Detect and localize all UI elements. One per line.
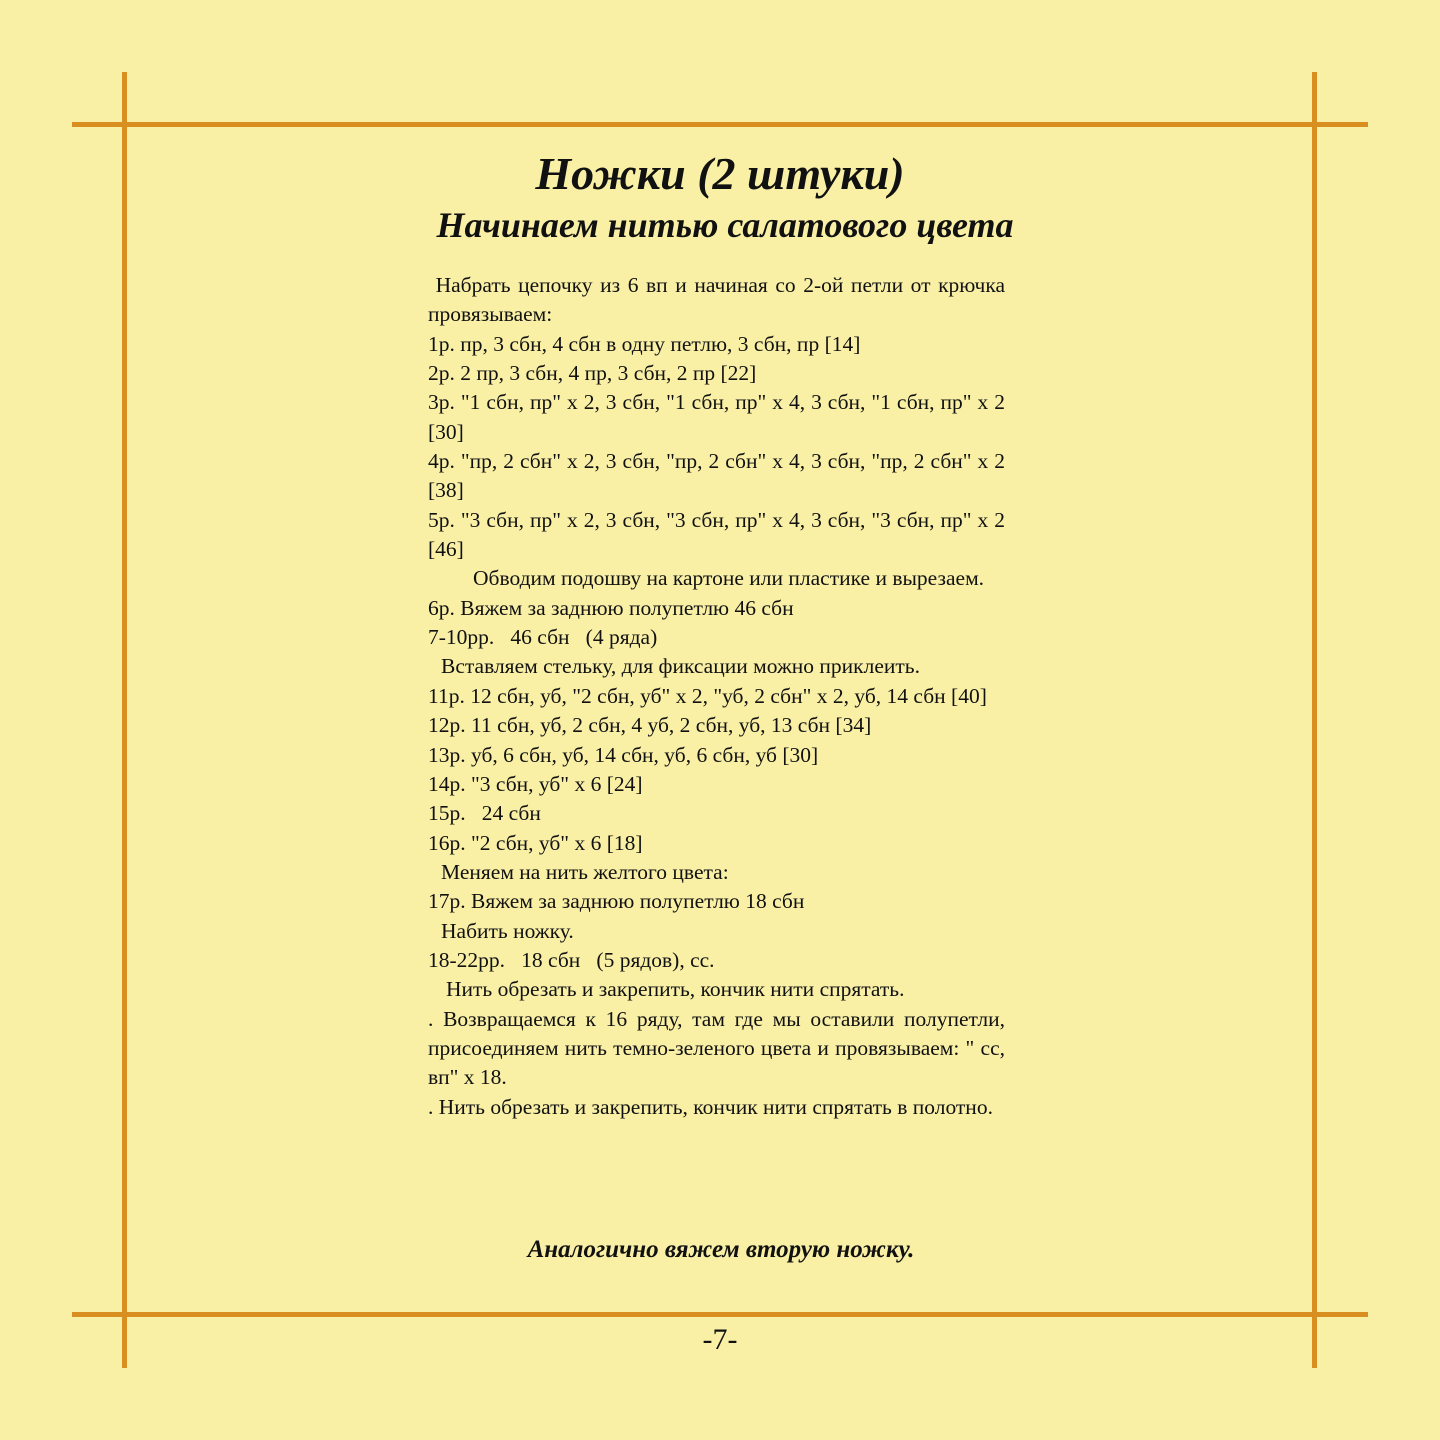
instruction-line: 14р. "3 сбн, уб" х 6 [24] — [428, 771, 643, 796]
instruction-line: 15р. 24 сбн — [428, 801, 541, 826]
page-number: -7- — [702, 1323, 738, 1356]
instruction-line: 17р. Вяжем за заднюю полупетлю 18 сбн — [428, 889, 805, 914]
frame-bottom-line — [72, 1312, 1368, 1317]
instruction-line: Набить ножку. — [441, 918, 574, 943]
frame-left-line — [122, 72, 127, 1368]
instruction-line: Нить обрезать и закрепить, кончик нити спрятать. — [446, 977, 905, 1002]
instruction-line: 4р. "пр, 2 сбн" х 2, 3 сбн, "пр, 2 сбн" х 4, 3 сбн, "пр, 2 сбн" х 2 [38] — [428, 449, 1005, 503]
instructions-body — [428, 271, 1011, 1122]
instruction-line: 18-22рр. 18 сбн (5 рядов), сс. — [428, 947, 715, 972]
instruction-line: Набрать цепочку из 6 вп и начиная со 2-ой петли от крючка провязываем: — [428, 273, 1011, 327]
instruction-line: Вставляем стельку, для фиксации можно приклеить. — [441, 654, 920, 679]
frame-top-line — [72, 122, 1368, 127]
instruction-line: Меняем на нить желтого цвета: — [441, 859, 729, 884]
instruction-line: 11р. 12 сбн, уб, "2 сбн, уб" х 2, "уб, 2 сбн" х 2, уб, 14 сбн [40] — [428, 683, 987, 708]
instruction-line: 16р. "2 сбн, уб" х 6 [18] — [428, 830, 643, 855]
instruction-line: 6р. Вяжем за заднюю полупетлю 46 сбн — [428, 595, 794, 620]
instruction-line: 1р. пр, 3 сбн, 4 сбн в одну петлю, 3 сбн, пр [14] — [428, 331, 861, 356]
instruction-line: 2р. 2 пр, 3 сбн, 4 пр, 3 сбн, 2 пр [22] — [428, 361, 757, 386]
instruction-line: 5р. "3 сбн, пр" х 2, 3 сбн, "3 сбн, пр" х 4, 3 сбн, "3 сбн, пр" х 2 [46] — [428, 507, 1005, 562]
instruction-line: 7-10рр. 46 сбн (4 ряда) — [428, 625, 658, 650]
page-subtitle: Начинаем нитью салатового цвета — [436, 205, 1014, 245]
instruction-line: . Возвращаемся к 16 ряду, там где мы оставили полупетли, присоединяем нить темно-зеленого цвета и провязываем: " сс, вп" х 18. — [428, 1006, 1005, 1090]
instruction-line: Обводим подошву на картоне или пластике и вырезаем. — [473, 566, 985, 591]
instruction-line: 12р. 11 сбн, уб, 2 сбн, 4 уб, 2 сбн, уб, 13 сбн [34] — [428, 713, 872, 738]
page-title: Ножки (2 штуки) — [535, 148, 905, 199]
frame-right-line — [1312, 72, 1317, 1368]
instruction-line: 3р. "1 сбн, пр" х 2, 3 сбн, "1 сбн, пр" х 4, 3 сбн, "1 сбн, пр" х 2 [30] — [428, 390, 1005, 444]
instruction-line: 13р. уб, 6 сбн, уб, 14 сбн, уб, 6 сбн, уб [30] — [428, 742, 819, 767]
closing-note: Аналогично вяжем вторую ножку. — [527, 1236, 915, 1263]
instruction-line: . Нить обрезать и закрепить, кончик нити спрятать в полотно. — [428, 1094, 993, 1119]
